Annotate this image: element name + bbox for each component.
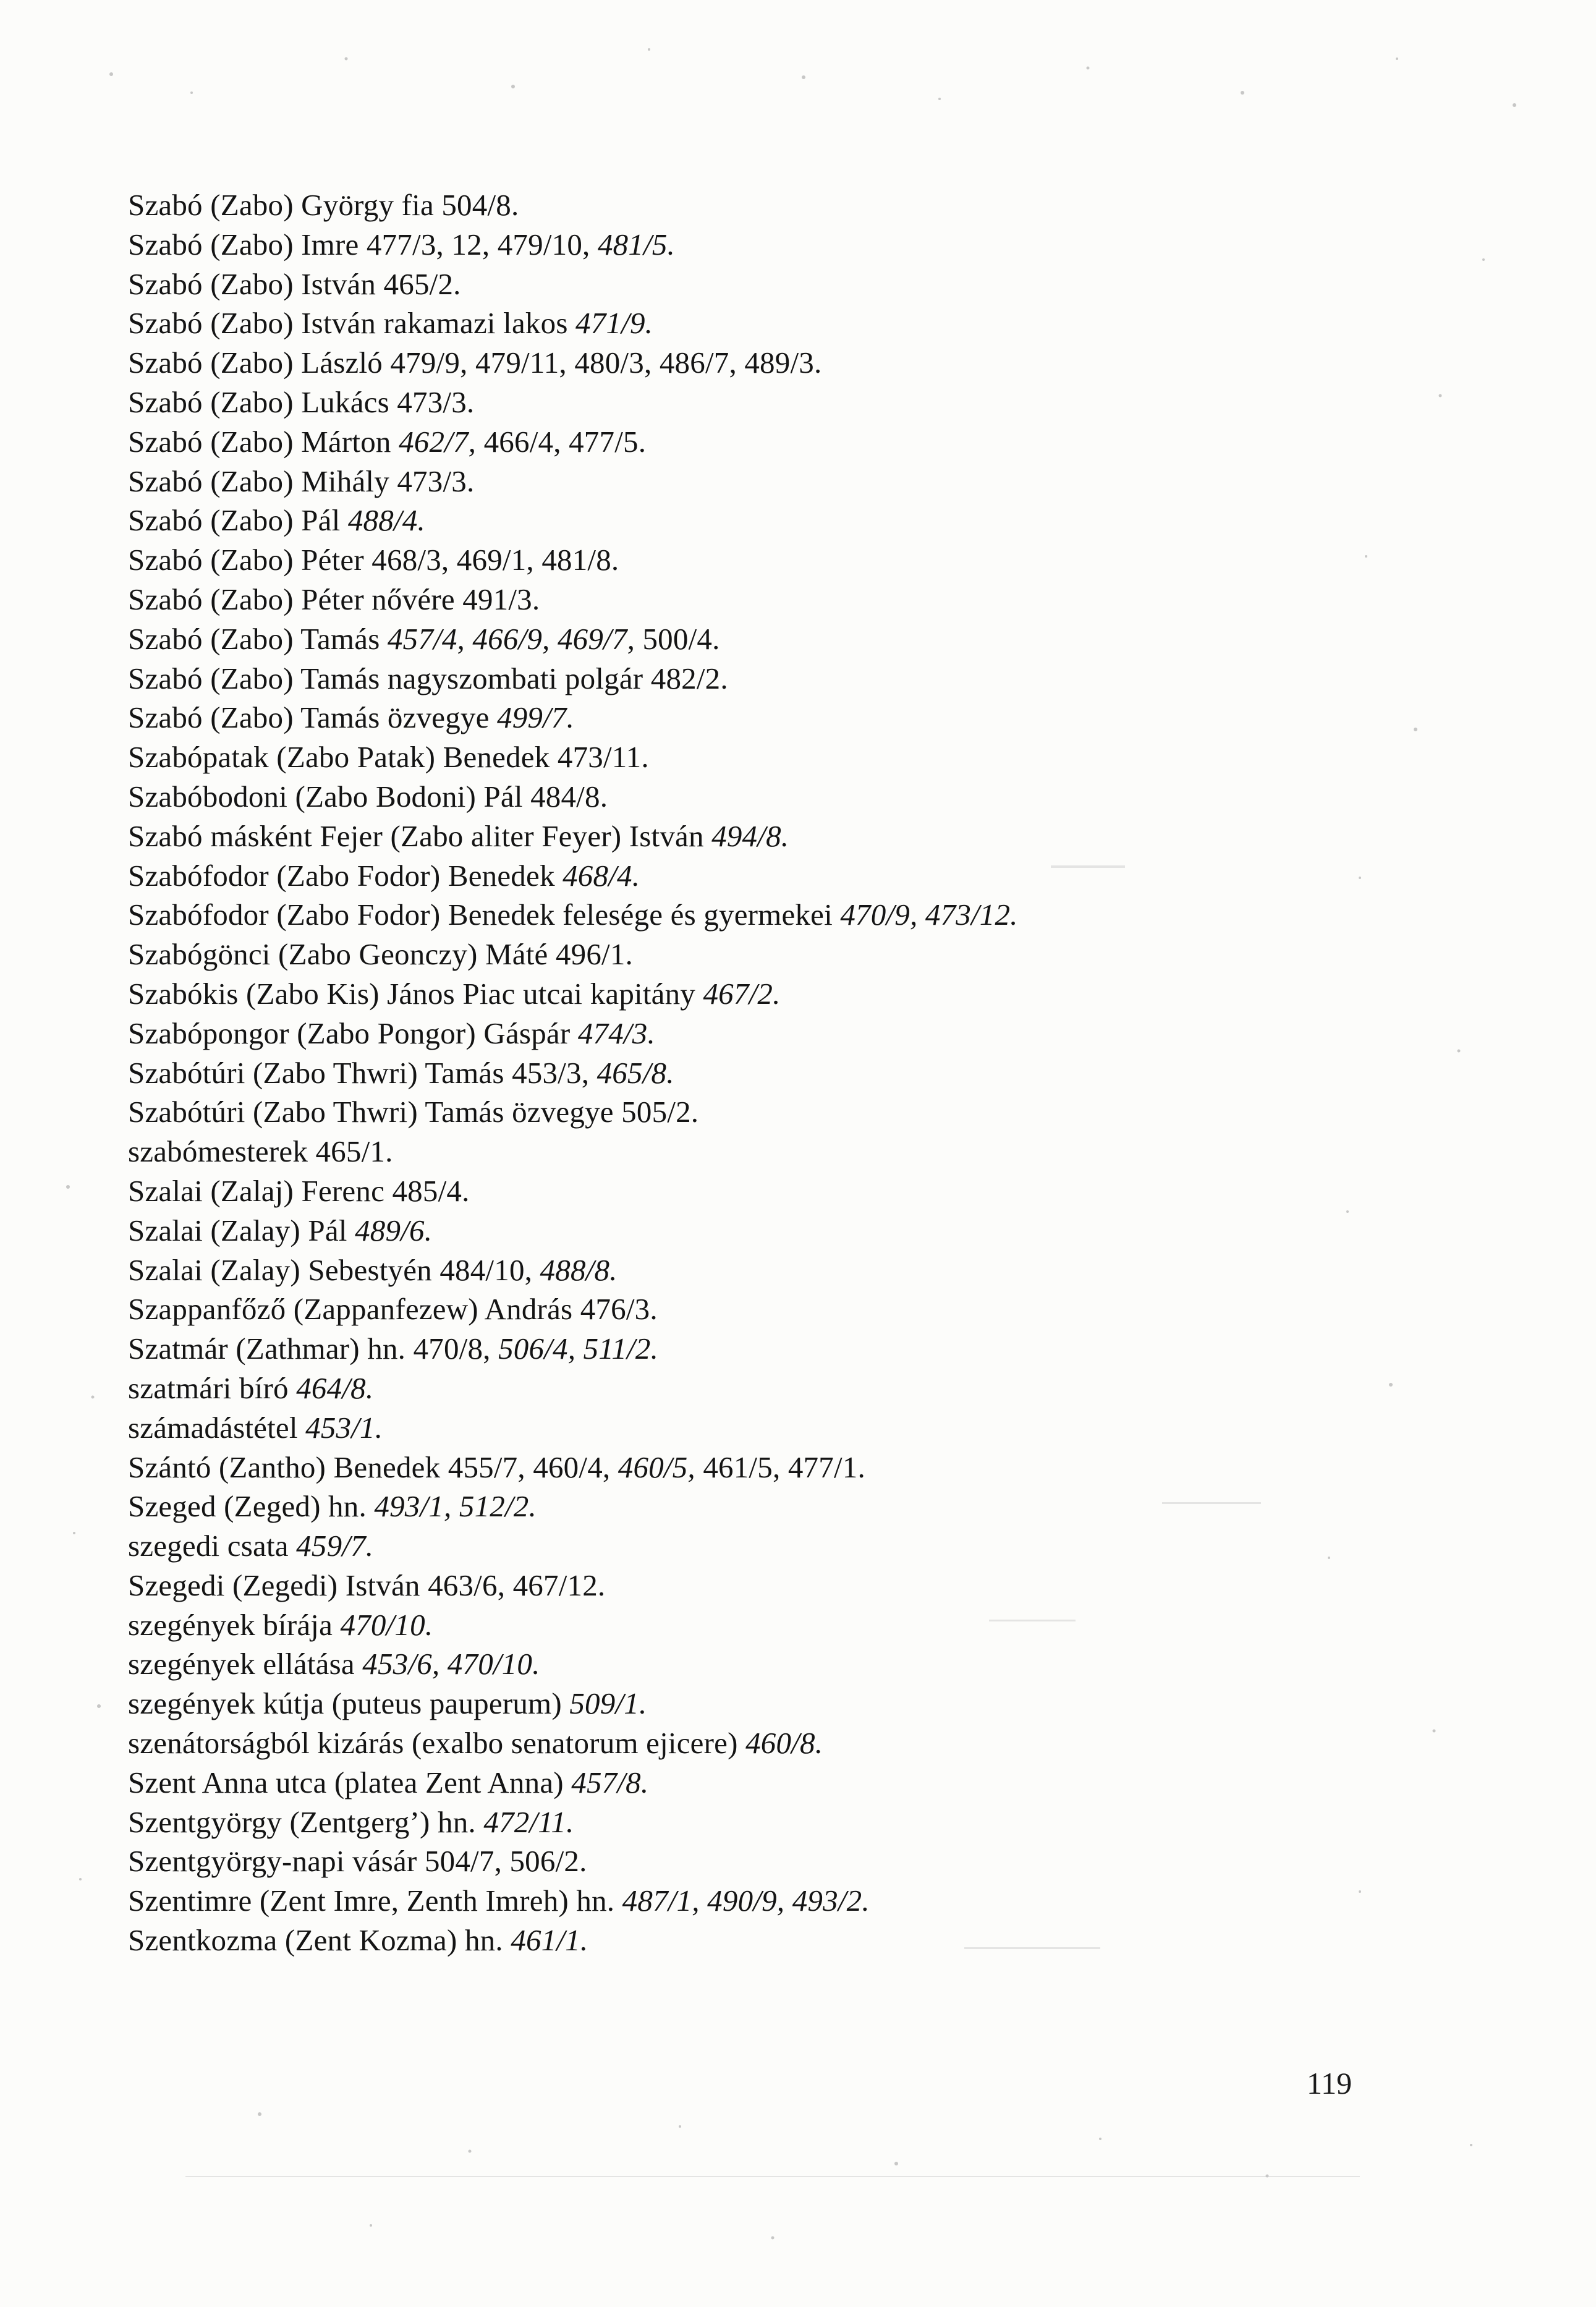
index-entry	[128, 422, 1519, 462]
index-entry-text: szenátorságból kizárás (exalbo senatorum ejicere)	[128, 1726, 746, 1761]
index-entry-text: Szabókis (Zabo Kis) János Piac utcai kapitány	[128, 976, 703, 1011]
index-entry-text: Szabófodor (Zabo Fodor) Benedek felesége és gyermekei	[128, 898, 841, 932]
index-entry-text: Szabó (Zabo) Tamás	[128, 621, 388, 656]
index-entry-text: Szabó (Zabo) Lukács 473/3.	[128, 384, 475, 419]
index-entry	[128, 1092, 1519, 1132]
index-entry-italic-ref: 453/1.	[305, 1410, 383, 1445]
index-entry	[128, 462, 1519, 501]
index-entry-text: Szabó (Zabo) Tamás özvegye	[128, 700, 498, 735]
index-entry	[128, 540, 1519, 580]
index-entry-text: Szabó (Zabo) István rakamazi lakos	[128, 306, 576, 341]
index-entry-italic-ref: 474/3.	[577, 1016, 655, 1050]
index-entry-text: Szatmár (Zathmar) hn. 470/8,	[128, 1332, 499, 1366]
index-entry-text: Szabó (Zabo) Márton	[128, 424, 399, 459]
index-entry	[128, 1566, 1519, 1605]
index-entry	[128, 1369, 1519, 1408]
index-entry-text: Szeged (Zeged) hn.	[128, 1489, 375, 1524]
index-entry-text: Szalai (Zalaj) Ferenc 485/4.	[128, 1173, 470, 1208]
index-entry-text: Szabótúri (Zabo Thwri) Tamás özvegye 505/2.	[128, 1095, 699, 1129]
index-entry-text: Szabógönci (Zabo Geonczy) Máté 496/1.	[128, 937, 634, 972]
index-entry-italic-ref: 470/10.	[340, 1607, 433, 1642]
index-entry	[128, 1881, 1519, 1921]
index-entry-italic-ref: 488/4.	[347, 503, 425, 538]
index-entry	[128, 1448, 1519, 1487]
index-entry-text: Szalai (Zalay) Sebestyén 484/10,	[128, 1252, 540, 1287]
index-entry	[128, 895, 1519, 935]
index-entry-italic-ref: 462/7,	[399, 424, 477, 459]
index-entry	[128, 1684, 1519, 1723]
index-entry-italic-ref: 453/6, 470/10.	[362, 1647, 540, 1681]
index-entry-text: Szabó (Zabo) László 479/9, 479/11, 480/3, 486/7, 489/3.	[128, 346, 822, 380]
index-entry-italic-ref: 457/8.	[571, 1765, 649, 1799]
index-entry-italic-ref: 481/5.	[597, 227, 676, 261]
index-entry-italic-ref: 471/9.	[575, 306, 653, 341]
index-entry-italic-ref: 493/1, 512/2.	[374, 1489, 537, 1524]
index-entry	[128, 185, 1519, 225]
index-entry	[128, 737, 1519, 777]
index-entry-text: Szabó (Zabo) István 465/2.	[128, 266, 461, 301]
index-entry-text: Szentimre (Zent Imre, Zenth Imreh) hn.	[128, 1884, 622, 1918]
index-entry-text: Szántó (Zantho) Benedek 455/7, 460/4,	[128, 1450, 618, 1484]
index-entry-italic-ref: 488/8.	[540, 1252, 618, 1287]
index-entry-text: Szabóbodoni (Zabo Bodoni) Pál 484/8.	[128, 779, 608, 814]
index-entry	[128, 974, 1519, 1014]
index-entry	[128, 1211, 1519, 1251]
index-entry	[128, 304, 1519, 343]
index-entry	[128, 265, 1519, 304]
index-entry-text: Szegedi (Zegedi) István 463/6, 467/12.	[128, 1568, 606, 1602]
index-entry	[128, 1053, 1519, 1093]
index-entry	[128, 935, 1519, 974]
index-entry-text: Szabópatak (Zabo Patak) Benedek 473/11.	[128, 740, 649, 775]
index-entry-text: Szabó (Zabo) Mihály 473/3.	[128, 464, 475, 498]
index-entry-text: Szabó (Zabo) Péter nővére 491/3.	[128, 582, 540, 616]
index-entry-italic-ref: 460/8.	[745, 1726, 823, 1761]
index-entry-italic-ref: 509/1.	[569, 1686, 647, 1721]
index-entry	[128, 856, 1519, 896]
index-entry-text: Szabópongor (Zabo Pongor) Gáspár	[128, 1016, 578, 1050]
index-entry-italic-ref: 494/8.	[711, 818, 789, 853]
index-entry	[128, 659, 1519, 699]
index-entry-text: Szabó (Zabo) Imre 477/3, 12, 479/10,	[128, 227, 598, 261]
index-entry-text: Szabó (Zabo) György fia 504/8.	[128, 188, 519, 222]
index-entry	[128, 501, 1519, 540]
index-entry-text: Szentgyörgy-napi vásár 504/7, 506/2.	[128, 1844, 587, 1879]
index-entry-list	[128, 185, 1519, 1960]
index-entry-text: Szentgyörgy (Zentgerg’) hn.	[128, 1804, 484, 1839]
index-entry	[128, 1526, 1519, 1566]
index-entry-italic-ref: 457/4, 466/9, 469/7,	[387, 621, 635, 656]
index-entry	[128, 343, 1519, 383]
index-entry-italic-ref: 467/2.	[703, 976, 781, 1011]
index-entry	[128, 698, 1519, 737]
index-entry	[128, 1171, 1519, 1211]
index-entry-text: Szalai (Zalay) Pál	[128, 1213, 355, 1247]
index-entry-text: Szabó (Zabo) Péter 468/3, 469/1, 481/8.	[128, 543, 619, 577]
index-entry	[128, 1921, 1519, 1960]
index-entry-text: szegények kútja (puteus pauperum)	[128, 1686, 570, 1721]
index-entry-text: szegedi csata	[128, 1529, 297, 1563]
index-entry-text: szegények bírája	[128, 1607, 341, 1642]
index-entry	[128, 1487, 1519, 1526]
index-entry	[128, 1289, 1519, 1329]
index-entry	[128, 619, 1519, 659]
index-entry	[128, 1251, 1519, 1290]
index-entry	[128, 1408, 1519, 1448]
index-entry-text: Szappanfőző (Zappanfezew) András 476/3.	[128, 1292, 658, 1327]
index-entry	[128, 580, 1519, 619]
index-entry	[128, 225, 1519, 265]
index-entry	[128, 777, 1519, 817]
index-entry	[128, 1329, 1519, 1369]
index-entry-text: 466/4, 477/5.	[476, 424, 647, 459]
index-entry	[128, 1763, 1519, 1803]
index-entry	[128, 817, 1519, 856]
index-entry-text: Szabó másként Fejer (Zabo aliter Feyer) István	[128, 818, 712, 853]
index-entry-text: 500/4.	[635, 621, 720, 656]
index-entry-italic-ref: 489/6.	[355, 1213, 433, 1247]
index-entry-italic-ref: 464/8.	[296, 1370, 374, 1405]
index-entry	[128, 1014, 1519, 1053]
index-entry	[128, 383, 1519, 422]
index-entry-text: szegények ellátása	[128, 1647, 363, 1681]
index-entry-italic-ref: 506/4, 511/2.	[498, 1332, 659, 1366]
index-entry	[128, 1132, 1519, 1171]
index-entry-text: számadástétel	[128, 1410, 306, 1445]
index-entry-italic-ref: 499/7.	[497, 700, 575, 735]
index-entry-italic-ref: 468/4.	[562, 858, 640, 893]
index-entry-text: Szentkozma (Zent Kozma) hn.	[128, 1923, 511, 1958]
index-entry	[128, 1723, 1519, 1763]
index-entry-text: Szabó (Zabo) Tamás nagyszombati polgár 482/2.	[128, 661, 728, 695]
index-entry	[128, 1842, 1519, 1881]
index-entry-text: Szent Anna utca (platea Zent Anna)	[128, 1765, 572, 1799]
index-entry	[128, 1803, 1519, 1842]
index-entry-italic-ref: 487/1, 490/9, 493/2.	[622, 1884, 870, 1918]
index-entry-text: Szabótúri (Zabo Thwri) Tamás 453/3,	[128, 1055, 597, 1090]
index-entry-italic-ref: 460/5,	[618, 1450, 695, 1484]
index-entry-text: Szabófodor (Zabo Fodor) Benedek	[128, 858, 563, 893]
index-entry-text: 461/5, 477/1.	[695, 1450, 865, 1484]
index-entry-text: Szabó (Zabo) Pál	[128, 503, 348, 538]
index-entry	[128, 1644, 1519, 1684]
index-entry-italic-ref: 472/11.	[483, 1804, 574, 1839]
index-entry-italic-ref: 461/1.	[511, 1923, 588, 1958]
index-entry-text: szabómesterek 465/1.	[128, 1134, 393, 1169]
index-entry-italic-ref: 459/7.	[296, 1529, 374, 1563]
index-entry-italic-ref: 465/8.	[596, 1055, 674, 1090]
page-number: 119	[1307, 2066, 1352, 2101]
index-entry	[128, 1605, 1519, 1645]
index-entry-italic-ref: 470/9, 473/12.	[840, 898, 1018, 932]
index-entry-text: szatmári bíró	[128, 1370, 297, 1405]
